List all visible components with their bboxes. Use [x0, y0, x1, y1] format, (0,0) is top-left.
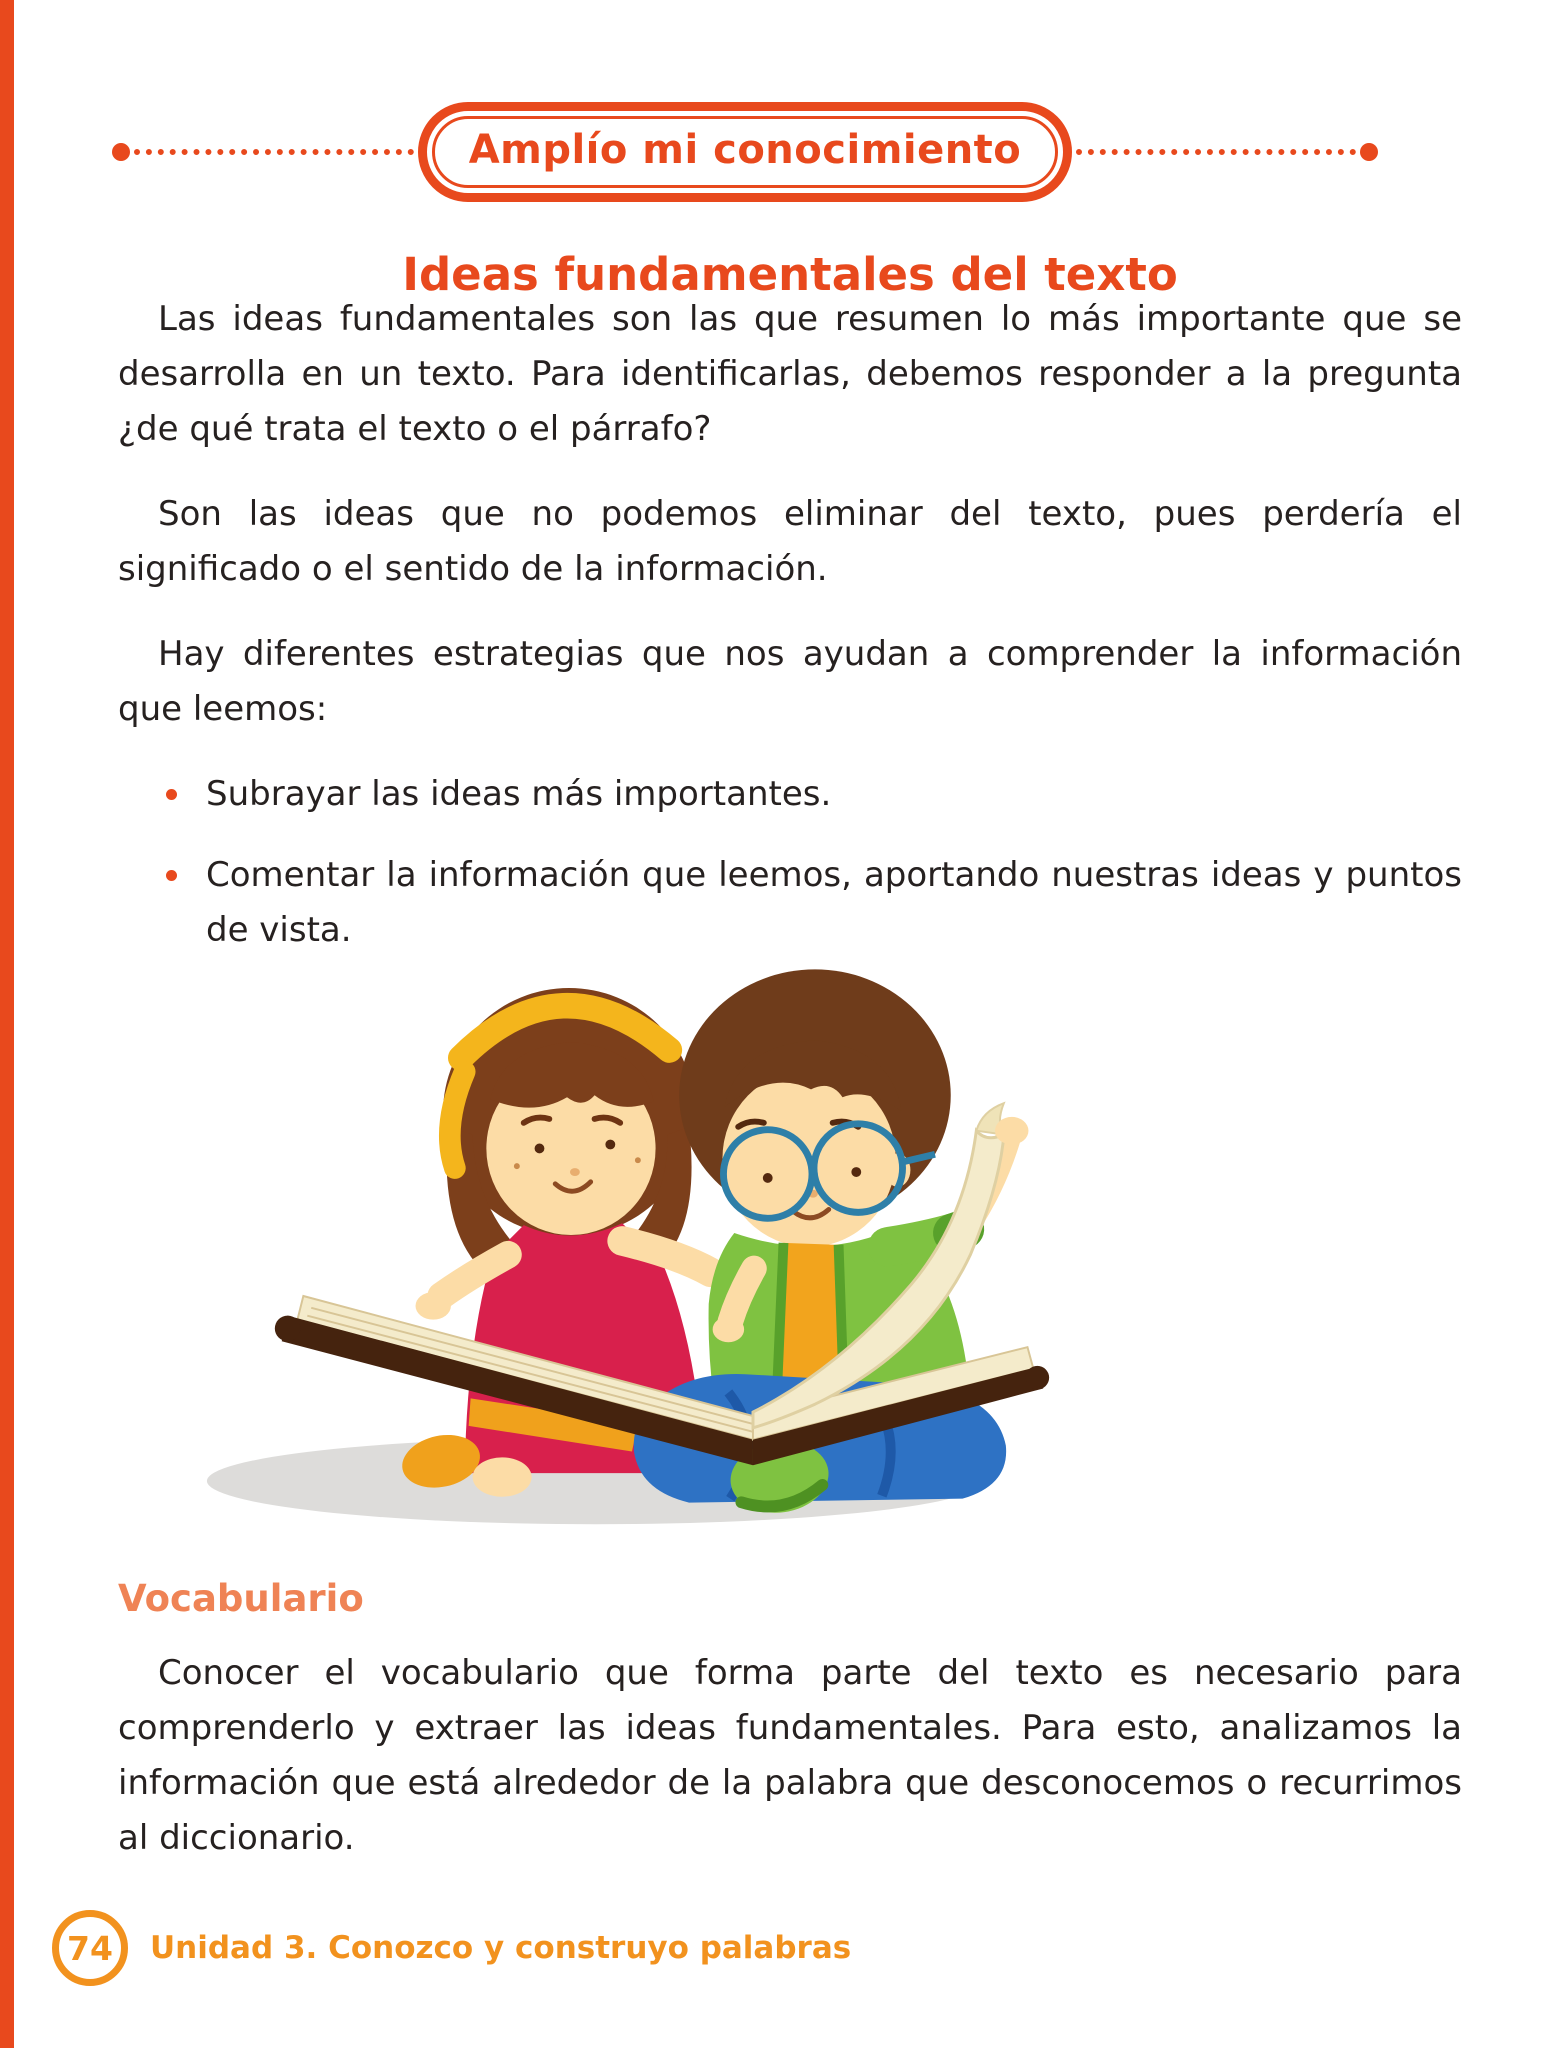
paragraph-3: Hay diferentes estrategias que nos ayudan a comprender la información que leemos: — [118, 634, 1462, 729]
dotted-rule-right — [1076, 149, 1356, 155]
bullet-dot-icon — [166, 870, 177, 881]
dotted-rule-left — [134, 149, 414, 155]
vocabulary-heading: Vocabulario — [118, 1576, 364, 1620]
lesson-body — [118, 292, 1462, 984]
page-number-badge — [52, 1910, 128, 1986]
unit-label: Unidad 3. Conozco y construyo palabras — [150, 1930, 852, 1966]
section-badge — [418, 102, 1073, 202]
list-item-text: Subrayar las ideas más importantes. — [206, 774, 832, 814]
boy-left-hand — [713, 1317, 744, 1343]
page-number: 74 — [67, 1928, 113, 1968]
section-badge-inner — [432, 116, 1059, 188]
list-item — [166, 767, 1462, 822]
bullet-dot-icon — [166, 789, 177, 800]
children-reading-illustration — [170, 930, 1090, 1540]
section-badge-label: Amplío mi conocimiento — [468, 127, 1022, 173]
page-footer — [52, 1910, 851, 1986]
girl-hand — [416, 1292, 451, 1320]
boy-right-hand — [995, 1117, 1028, 1145]
page-title: Ideas fundamentales del texto — [402, 248, 1178, 302]
list-item-text: Comentar la información que leemos, aportando nuestras ideas y puntos de vista. — [206, 855, 1462, 950]
paragraph-2: Son las ideas que no podemos eliminar del texto, pues perdería el significado o el sentido de la información. — [118, 494, 1462, 589]
dotted-line-end-dot-left — [112, 143, 130, 161]
section-header — [112, 112, 1378, 192]
dotted-line-end-dot-right — [1360, 143, 1378, 161]
vocabulary-body — [118, 1646, 1462, 1866]
vocabulary-paragraph: Conocer el vocabulario que forma parte del texto es necesario para comprenderlo y extraer las ideas fundamentales. Para esto, analizamos la información que está alrededor de la palabra que desconocemos o recurrimos al diccionario. — [118, 1653, 1462, 1858]
paragraph-1: Las ideas fundamentales son las que resumen lo más importante que se desarrolla en un texto. Para identificarlas, debemos responder a la pregunta ¿de qué trata el texto o el párrafo? — [118, 299, 1462, 449]
page-edge-strip — [0, 0, 14, 2048]
